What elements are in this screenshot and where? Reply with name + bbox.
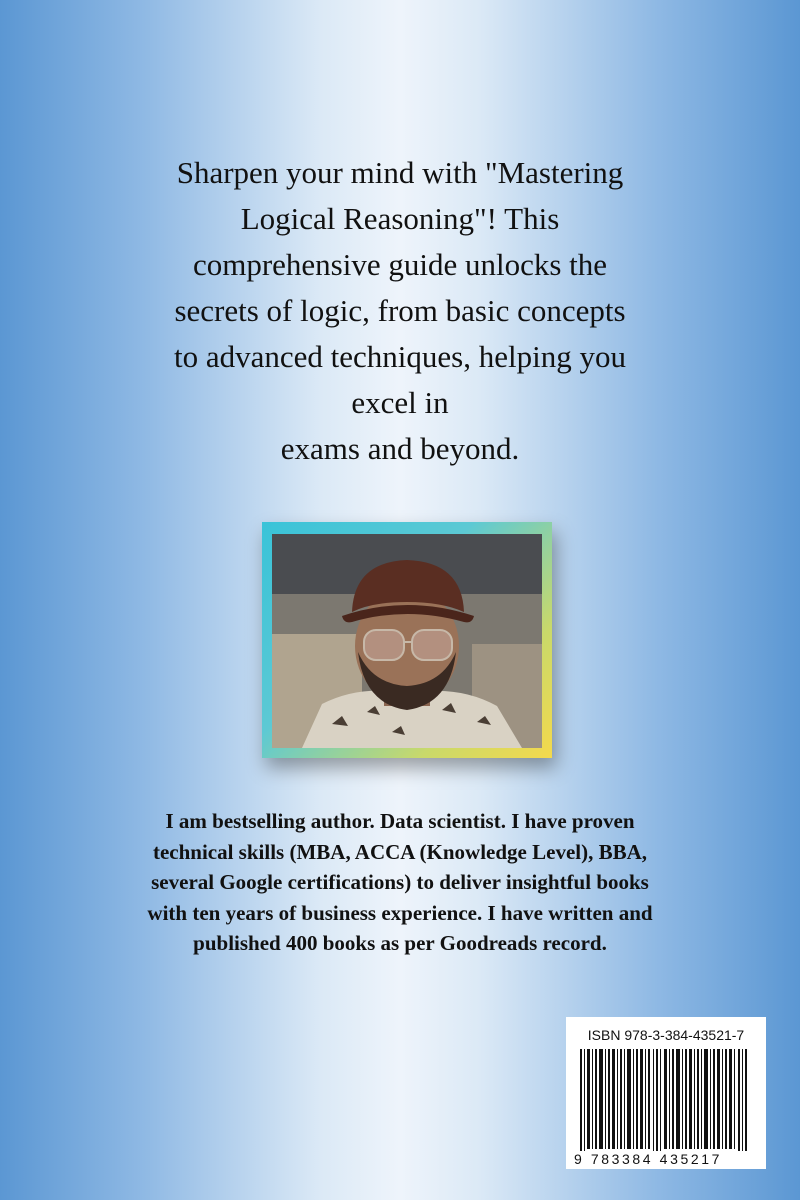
bio-line: I am bestselling author. Data scientist. I have proven	[165, 809, 635, 833]
blurb-line: excel in	[351, 385, 449, 420]
book-blurb	[120, 150, 680, 472]
blurb-line: secrets of logic, from basic concepts	[174, 293, 626, 328]
barcode-digits: 9 783384 435217	[574, 1151, 760, 1167]
bio-line: technical skills (MBA, ACCA (Knowledge Level), BBA,	[152, 839, 648, 864]
isbn-label: ISBN 978-3-384-43521-7	[587, 1027, 745, 1043]
blurb-line: exams and beyond.	[280, 431, 520, 466]
isbn-barcode-block	[566, 1017, 766, 1169]
bio-line: with ten years of business experience. I have written and	[147, 900, 653, 925]
author-photo-frame	[262, 522, 552, 758]
blurb-line: Logical Reasoning"! This	[240, 201, 560, 236]
author-bio	[110, 806, 690, 959]
blurb-line: to advanced techniques, helping you	[174, 339, 626, 374]
blurb-line: Sharpen your mind with "Mastering	[176, 155, 624, 190]
bio-line: published 400 books as per Goodreads record.	[193, 931, 607, 955]
barcode-icon	[576, 1049, 756, 1167]
author-photo	[272, 534, 542, 748]
blurb-line: comprehensive guide unlocks the	[192, 247, 608, 282]
bio-line: several Google certifications) to deliver insightful books	[151, 870, 649, 894]
author-portrait-illustration	[272, 534, 542, 748]
